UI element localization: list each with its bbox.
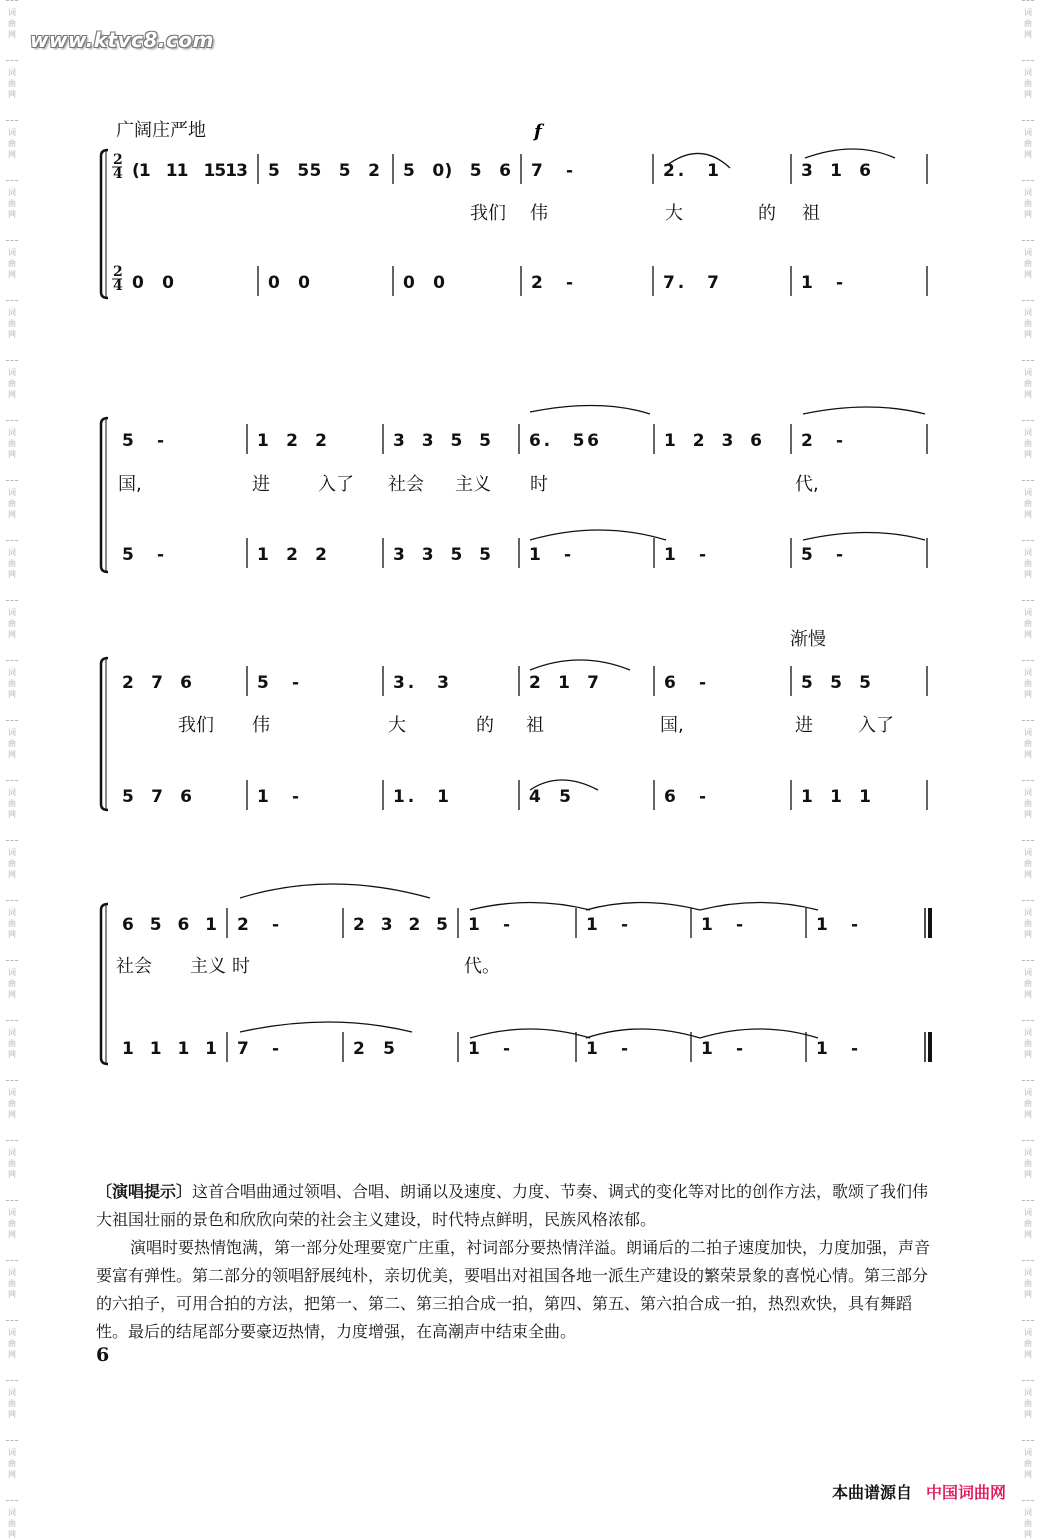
margin-glyph: 曲 bbox=[1024, 319, 1032, 328]
margin-glyph: 网 bbox=[8, 210, 16, 219]
margin-glyph: 词 bbox=[8, 608, 16, 617]
lyric-word: 的 bbox=[758, 203, 776, 224]
margin-glyph: 网 bbox=[8, 450, 16, 459]
margin-glyph: 网 bbox=[1024, 750, 1032, 759]
page-number: 6 bbox=[96, 1344, 110, 1366]
margin-glyph: 词 bbox=[8, 308, 16, 317]
margin-glyph: 词 bbox=[8, 68, 16, 77]
margin-glyph: 曲 bbox=[1024, 679, 1032, 688]
margin-glyph: 曲 bbox=[1024, 79, 1032, 88]
margin-dash bbox=[6, 1380, 18, 1381]
margin-glyph: 词 bbox=[8, 1088, 16, 1097]
margin-glyph: 曲 bbox=[1024, 1219, 1032, 1228]
system-bracket bbox=[101, 904, 108, 1064]
margin-glyph: 词 bbox=[8, 1328, 16, 1337]
margin-glyph: 词 bbox=[8, 248, 16, 257]
lower-part-measure: 1 - bbox=[257, 787, 299, 807]
performance-notes-paragraph-2: 演唱时要热情饱满，第一部分处理要宽广庄重，衬词部分要热情洋溢。朗诵后的二拍子速度加快，力度加强，声音要富有弹性。第二部分的领唱舒展纯朴，亲切优美，要唱出对祖国各地一派生产建设的繁荣景象的喜悦心情。第三部分的六拍子，可用合拍的方法，把第一、第二、第三拍合成一拍，第四、第五、第六拍合成一拍，热烈欢快，具有舞蹈性。最后的结尾部分要豪迈热情，力度增强，在高潮声中结束全曲。 bbox=[96, 1238, 931, 1341]
margin-glyph: 词 bbox=[1024, 548, 1032, 557]
upper-part-measure: 3. 3 bbox=[393, 673, 449, 693]
svg-text:2: 2 bbox=[113, 264, 123, 280]
lyric-word: 我们 bbox=[470, 203, 506, 224]
margin-glyph: 网 bbox=[8, 1530, 16, 1539]
lyric-word: 祖 bbox=[802, 203, 820, 224]
margin-glyph: 曲 bbox=[8, 439, 16, 448]
margin-glyph: 曲 bbox=[8, 619, 16, 628]
margin-glyph: 曲 bbox=[1024, 379, 1032, 388]
margin-glyph: 词 bbox=[8, 548, 16, 557]
margin-glyph: 词 bbox=[8, 1448, 16, 1457]
lower-part-measure: 5 7 6 bbox=[122, 787, 192, 807]
margin-glyph: 网 bbox=[8, 690, 16, 699]
margin-glyph: 词 bbox=[1024, 1148, 1032, 1157]
margin-glyph: 曲 bbox=[1024, 1159, 1032, 1168]
margin-glyph: 词 bbox=[8, 128, 16, 137]
margin-glyph: 网 bbox=[1024, 1050, 1032, 1059]
margin-dash bbox=[6, 1320, 18, 1321]
margin-glyph: 词 bbox=[1024, 788, 1032, 797]
time-signature-lower bbox=[112, 264, 123, 294]
margin-glyph: 曲 bbox=[1024, 1519, 1032, 1528]
margin-glyph: 词 bbox=[8, 188, 16, 197]
margin-glyph: 词 bbox=[8, 1268, 16, 1277]
upper-part-measure: 5 55 5 2 bbox=[268, 161, 380, 181]
upper-part-measure: 2 - bbox=[801, 431, 843, 451]
margin-glyph: 网 bbox=[1024, 1470, 1032, 1479]
watermark: www.ktvc8.com bbox=[30, 28, 214, 52]
margin-glyph: 网 bbox=[1024, 390, 1032, 399]
upper-part-measure: 6 - bbox=[664, 673, 706, 693]
lower-part-measure: 0 0 bbox=[132, 273, 174, 293]
margin-glyph: 网 bbox=[8, 1410, 16, 1419]
margin-glyph: 曲 bbox=[8, 1399, 16, 1408]
margin-dash bbox=[1022, 1380, 1034, 1381]
system-bracket bbox=[101, 150, 108, 298]
margin-dash bbox=[1022, 1440, 1034, 1441]
upper-part-measure: 5 - bbox=[122, 431, 164, 451]
lower-part-measure: 1 1 1 1 bbox=[122, 1039, 217, 1059]
lyric-word: 代, bbox=[795, 474, 819, 495]
lower-part-measure: 1 2 2 bbox=[257, 545, 327, 565]
performance-notes-paragraph-1: 这首合唱曲通过领唱、合唱、朗诵以及速度、力度、节奏、调式的变化等对比的创作方法，歌颂了我们伟大祖国壮丽的景色和欣欣向荣的社会主义建设，时代特点鲜明，民族风格浓郁。 bbox=[96, 1182, 929, 1229]
margin-dash bbox=[6, 1500, 18, 1501]
margin-glyph: 网 bbox=[8, 390, 16, 399]
margin-glyph: 曲 bbox=[8, 19, 16, 28]
margin-glyph: 曲 bbox=[1024, 859, 1032, 868]
margin-dash bbox=[6, 1200, 18, 1201]
margin-glyph: 曲 bbox=[1024, 199, 1032, 208]
lyric-word: 进 bbox=[795, 715, 813, 736]
margin-glyph: 网 bbox=[8, 750, 16, 759]
margin-glyph: 网 bbox=[8, 30, 16, 39]
lower-part-measure: 2 5 bbox=[353, 1039, 395, 1059]
svg-text:4: 4 bbox=[113, 278, 123, 294]
margin-glyph: 曲 bbox=[1024, 1339, 1032, 1348]
margin-glyph: 词 bbox=[1024, 128, 1032, 137]
margin-glyph: 网 bbox=[1024, 150, 1032, 159]
margin-glyph: 词 bbox=[8, 728, 16, 737]
margin-glyph: 词 bbox=[8, 1148, 16, 1157]
upper-part-measure: 1 - bbox=[701, 915, 743, 935]
margin-glyph: 网 bbox=[1024, 1290, 1032, 1299]
footer-source-label: 本曲谱源自 bbox=[831, 1483, 912, 1502]
margin-glyph: 网 bbox=[8, 1110, 16, 1119]
upper-part-measure: 2. 1 bbox=[663, 161, 719, 181]
lower-part-measure: 1 1 1 bbox=[801, 787, 871, 807]
margin-glyph: 曲 bbox=[8, 199, 16, 208]
margin-glyph: 曲 bbox=[1024, 139, 1032, 148]
margin-glyph: 曲 bbox=[8, 1219, 16, 1228]
lower-part-measure: 1. 1 bbox=[393, 787, 449, 807]
margin-glyph: 网 bbox=[1024, 330, 1032, 339]
margin-glyph: 网 bbox=[8, 990, 16, 999]
margin-glyph: 曲 bbox=[8, 1159, 16, 1168]
margin-glyph: 词 bbox=[1024, 428, 1032, 437]
lower-part-measure: 1 - bbox=[586, 1039, 628, 1059]
lyric-word: 大 bbox=[665, 203, 683, 224]
margin-glyph: 词 bbox=[8, 1508, 16, 1517]
margin-glyph: 曲 bbox=[1024, 979, 1032, 988]
lyric-word: 的 bbox=[476, 715, 494, 736]
margin-glyph: 网 bbox=[1024, 1170, 1032, 1179]
upper-part-measure: (1 11 1513 bbox=[132, 161, 248, 181]
performance-notes bbox=[96, 1178, 931, 1346]
tempo-change-marking: 渐慢 bbox=[790, 629, 826, 650]
margin-glyph: 词 bbox=[1024, 1388, 1032, 1397]
upper-part-measure: 1 2 2 bbox=[257, 431, 327, 451]
lyric-word: 祖 bbox=[526, 715, 544, 736]
margin-glyph: 网 bbox=[1024, 930, 1032, 939]
lower-part-measure: 0 0 bbox=[268, 273, 310, 293]
margin-glyph: 曲 bbox=[8, 79, 16, 88]
upper-part-measure: 2 3 2 5 bbox=[353, 915, 448, 935]
margin-glyph: 曲 bbox=[8, 499, 16, 508]
margin-glyph: 曲 bbox=[8, 139, 16, 148]
margin-glyph: 网 bbox=[1024, 510, 1032, 519]
upper-part-measure: 5 5 5 bbox=[801, 673, 871, 693]
lower-part-measure: 6 - bbox=[664, 787, 706, 807]
margin-glyph: 词 bbox=[1024, 728, 1032, 737]
margin-glyph: 曲 bbox=[8, 679, 16, 688]
margin-glyph: 词 bbox=[1024, 488, 1032, 497]
margin-glyph: 曲 bbox=[8, 1459, 16, 1468]
margin-glyph: 网 bbox=[8, 1470, 16, 1479]
margin-glyph: 词 bbox=[8, 488, 16, 497]
margin-glyph: 词 bbox=[1024, 248, 1032, 257]
upper-part-measure: 1 2 3 6 bbox=[664, 431, 762, 451]
margin-glyph: 词 bbox=[1024, 308, 1032, 317]
lower-part-measure: 5 - bbox=[122, 545, 164, 565]
margin-glyph: 词 bbox=[8, 788, 16, 797]
lyric-word: 入了 bbox=[318, 474, 354, 495]
margin-glyph: 词 bbox=[1024, 1328, 1032, 1337]
lyric-word: 伟 bbox=[530, 203, 548, 224]
margin-dash bbox=[6, 1140, 18, 1141]
margin-glyph: 网 bbox=[8, 1230, 16, 1239]
margin-dash bbox=[1022, 1500, 1034, 1501]
margin-glyph: 词 bbox=[8, 848, 16, 857]
margin-glyph: 网 bbox=[8, 1050, 16, 1059]
upper-part-measure: 5 0) 5 6 bbox=[403, 161, 511, 181]
performance-notes-label: 〔演唱提示〕 bbox=[96, 1182, 193, 1201]
lyric-word: 社会 bbox=[116, 956, 152, 977]
margin-glyph: 曲 bbox=[1024, 559, 1032, 568]
margin-glyph: 网 bbox=[1024, 1110, 1032, 1119]
margin-glyph: 网 bbox=[8, 270, 16, 279]
margin-glyph: 词 bbox=[1024, 188, 1032, 197]
margin-glyph: 词 bbox=[8, 1388, 16, 1397]
margin-dash bbox=[1022, 1320, 1034, 1321]
margin-glyph: 网 bbox=[1024, 270, 1032, 279]
margin-glyph: 词 bbox=[8, 668, 16, 677]
margin-glyph: 词 bbox=[1024, 968, 1032, 977]
margin-glyph: 网 bbox=[1024, 90, 1032, 99]
margin-glyph: 曲 bbox=[1024, 439, 1032, 448]
upper-part-measure: 1 - bbox=[468, 915, 510, 935]
score-cells bbox=[122, 161, 871, 1059]
margin-glyph: 网 bbox=[8, 810, 16, 819]
margin-glyph: 词 bbox=[8, 1208, 16, 1217]
margin-glyph: 词 bbox=[1024, 8, 1032, 17]
lyric-word: 主义 bbox=[455, 474, 491, 495]
lower-part-measure: 1 - bbox=[664, 545, 706, 565]
margin-glyph: 曲 bbox=[8, 1279, 16, 1288]
margin-glyph: 网 bbox=[1024, 1530, 1032, 1539]
margin-glyph: 曲 bbox=[1024, 19, 1032, 28]
lyric-word: 国, bbox=[660, 715, 684, 736]
dynamic-marking: f bbox=[534, 121, 542, 142]
margin-glyph: 词 bbox=[1024, 368, 1032, 377]
margin-glyph: 词 bbox=[8, 968, 16, 977]
margin-glyph: 网 bbox=[1024, 210, 1032, 219]
margin-glyph: 网 bbox=[1024, 570, 1032, 579]
margin-glyph: 网 bbox=[8, 870, 16, 879]
margin-glyph: 词 bbox=[1024, 668, 1032, 677]
margin-glyph: 曲 bbox=[8, 559, 16, 568]
margin-glyph: 曲 bbox=[1024, 619, 1032, 628]
margin-dash bbox=[1022, 1260, 1034, 1261]
margin-glyph: 词 bbox=[8, 8, 16, 17]
margin-glyph: 网 bbox=[1024, 450, 1032, 459]
footer-site-name: 中国词曲网 bbox=[925, 1483, 1006, 1502]
margin-glyph: 曲 bbox=[1024, 1399, 1032, 1408]
lower-part-measure: 3 3 5 5 bbox=[393, 545, 491, 565]
margin-glyph: 词 bbox=[8, 368, 16, 377]
lyric-word: 主义 bbox=[190, 956, 226, 977]
margin-glyph: 曲 bbox=[1024, 739, 1032, 748]
lyric-word: 时 bbox=[530, 474, 548, 495]
margin-glyph: 网 bbox=[8, 570, 16, 579]
margin-glyph: 曲 bbox=[8, 739, 16, 748]
margin-glyph: 曲 bbox=[8, 259, 16, 268]
system-bracket bbox=[101, 658, 108, 810]
lower-part-measure: 1 - bbox=[701, 1039, 743, 1059]
margin-glyph: 网 bbox=[8, 330, 16, 339]
lyric-word: 我们 bbox=[178, 715, 214, 736]
margin-glyph: 曲 bbox=[8, 319, 16, 328]
margin-glyph: 网 bbox=[1024, 810, 1032, 819]
time-signature-upper bbox=[112, 152, 123, 182]
margin-glyph: 曲 bbox=[1024, 1279, 1032, 1288]
margin-glyph: 网 bbox=[1024, 1350, 1032, 1359]
margin-glyph: 网 bbox=[8, 1290, 16, 1299]
score-lyrics bbox=[116, 203, 894, 977]
margin-glyph: 曲 bbox=[8, 919, 16, 928]
margin-glyph: 词 bbox=[1024, 1028, 1032, 1037]
upper-part-measure: 3 1 6 bbox=[801, 161, 871, 181]
margin-glyph: 网 bbox=[1024, 30, 1032, 39]
margin-glyph: 词 bbox=[1024, 848, 1032, 857]
lyric-word: 国, bbox=[118, 474, 142, 495]
margin-glyph: 网 bbox=[8, 1350, 16, 1359]
margin-glyph: 词 bbox=[1024, 1268, 1032, 1277]
lyric-word: 时 bbox=[232, 956, 250, 977]
margin-glyph: 词 bbox=[1024, 1508, 1032, 1517]
margin-glyph: 曲 bbox=[8, 1099, 16, 1108]
margin-dash bbox=[1022, 1200, 1034, 1201]
upper-part-measure: 5 - bbox=[257, 673, 299, 693]
margin-glyph: 词 bbox=[8, 1028, 16, 1037]
margin-glyph: 曲 bbox=[8, 859, 16, 868]
margin-glyph: 网 bbox=[1024, 870, 1032, 879]
margin-glyph: 词 bbox=[1024, 68, 1032, 77]
lower-part-measure: 0 0 bbox=[403, 273, 445, 293]
svg-text:2: 2 bbox=[113, 152, 123, 168]
margin-glyph: 词 bbox=[8, 908, 16, 917]
margin-glyph: 词 bbox=[8, 428, 16, 437]
margin-dash bbox=[6, 1440, 18, 1441]
margin-glyph: 词 bbox=[1024, 1088, 1032, 1097]
footer bbox=[832, 1480, 1006, 1503]
lower-part-measure: 2 - bbox=[531, 273, 573, 293]
margin-dash bbox=[1022, 1140, 1034, 1141]
margin-glyph: 网 bbox=[8, 90, 16, 99]
upper-part-measure: 3 3 5 5 bbox=[393, 431, 491, 451]
lower-part-measure: 1 - bbox=[468, 1039, 510, 1059]
svg-text:4: 4 bbox=[113, 166, 123, 182]
margin-glyph: 网 bbox=[1024, 1230, 1032, 1239]
system-bracket bbox=[101, 418, 108, 572]
margin-glyph: 曲 bbox=[1024, 1459, 1032, 1468]
upper-part-measure: 2 7 6 bbox=[122, 673, 192, 693]
margin-glyph: 曲 bbox=[8, 1339, 16, 1348]
margin-glyph: 词 bbox=[1024, 608, 1032, 617]
margin-glyph: 曲 bbox=[8, 799, 16, 808]
lower-part-measure: 4 5 bbox=[529, 787, 571, 807]
upper-part-measure: 7 - bbox=[531, 161, 573, 181]
margin-glyph: 网 bbox=[1024, 690, 1032, 699]
margin-glyph: 网 bbox=[8, 630, 16, 639]
lower-part-measure: 5 - bbox=[801, 545, 843, 565]
lyric-word: 代。 bbox=[464, 956, 500, 977]
margin-glyph: 网 bbox=[1024, 630, 1032, 639]
margin-glyph: 曲 bbox=[8, 1519, 16, 1528]
margin-glyph: 曲 bbox=[8, 979, 16, 988]
margin-glyph: 曲 bbox=[1024, 499, 1032, 508]
margin-glyph: 曲 bbox=[1024, 1099, 1032, 1108]
upper-part-measure: 2 1 7 bbox=[529, 673, 599, 693]
margin-glyph: 词 bbox=[1024, 908, 1032, 917]
margin-glyph: 曲 bbox=[8, 1039, 16, 1048]
margin-glyph: 网 bbox=[8, 510, 16, 519]
lower-part-measure: 1 - bbox=[801, 273, 843, 293]
margin-glyph: 曲 bbox=[1024, 1039, 1032, 1048]
margin-dash bbox=[6, 1260, 18, 1261]
upper-part-measure: 1 - bbox=[586, 915, 628, 935]
upper-part-measure: 1 - bbox=[816, 915, 858, 935]
margin-glyph: 曲 bbox=[1024, 799, 1032, 808]
margin-glyph: 网 bbox=[1024, 990, 1032, 999]
margin-glyph: 网 bbox=[8, 1170, 16, 1179]
lower-part-measure: 1 - bbox=[529, 545, 571, 565]
lyric-word: 入了 bbox=[858, 715, 894, 736]
lower-part-measure: 1 - bbox=[816, 1039, 858, 1059]
margin-glyph: 曲 bbox=[1024, 259, 1032, 268]
upper-part-measure: 6 5 6 1 bbox=[122, 915, 217, 935]
lyric-word: 伟 bbox=[252, 715, 270, 736]
margin-glyph: 网 bbox=[8, 150, 16, 159]
margin-glyph: 词 bbox=[1024, 1208, 1032, 1217]
tempo-marking: 广阔庄严地 bbox=[116, 120, 206, 141]
lower-part-measure: 7. 7 bbox=[663, 273, 719, 293]
lower-part-measure: 7 - bbox=[237, 1039, 279, 1059]
upper-part-measure: 2 - bbox=[237, 915, 279, 935]
margin-glyph: 词 bbox=[1024, 1448, 1032, 1457]
lyric-word: 大 bbox=[388, 715, 406, 736]
margin-glyph: 网 bbox=[8, 930, 16, 939]
upper-part-measure: 6. 56 bbox=[529, 431, 599, 451]
margin-glyph: 曲 bbox=[8, 379, 16, 388]
margin-glyph: 曲 bbox=[1024, 919, 1032, 928]
margin-glyph: 网 bbox=[1024, 1410, 1032, 1419]
lyric-word: 社会 bbox=[388, 474, 424, 495]
lyric-word: 进 bbox=[252, 474, 270, 495]
